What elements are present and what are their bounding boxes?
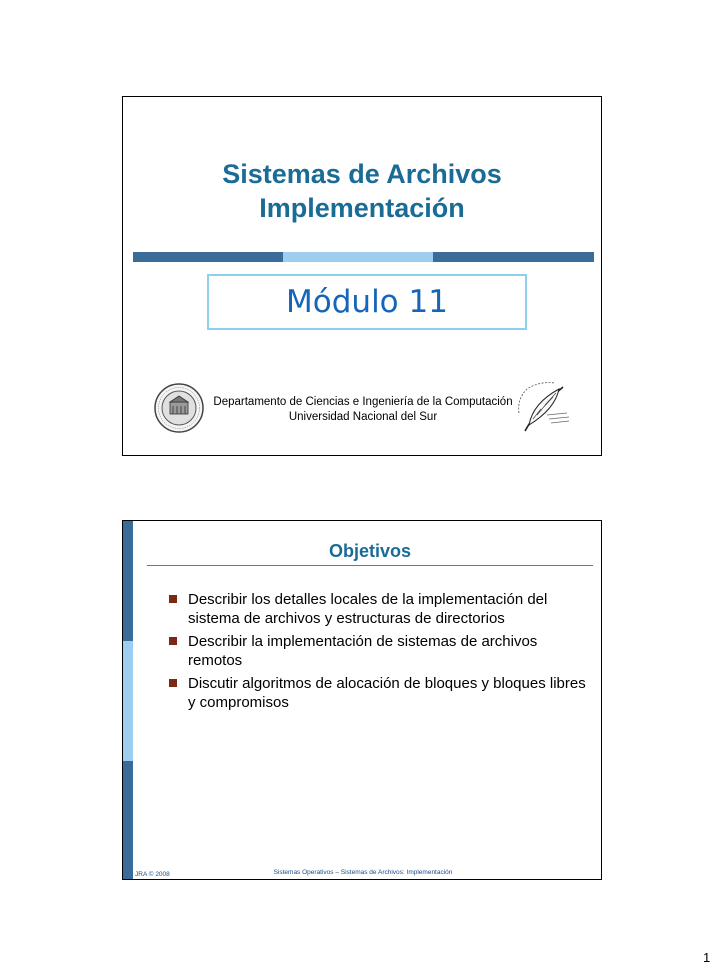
department-line: Departamento de Ciencias e Ingeniería de la Computación xyxy=(213,396,513,408)
bullet-square-icon xyxy=(169,595,177,603)
bullet-square-icon xyxy=(169,637,177,645)
bullet-square-icon xyxy=(169,679,177,687)
objectives-slide xyxy=(122,520,602,880)
objectives-title: Objetivos xyxy=(328,541,412,561)
title-line-1: Sistemas de Archivos xyxy=(222,159,502,189)
page-number: 1 xyxy=(703,950,711,965)
list-item xyxy=(169,674,589,712)
feather-logo-icon xyxy=(515,379,573,439)
footer-course: Sistemas Operativos – Sistemas de Archivos: Implementación xyxy=(273,869,453,876)
list-item xyxy=(169,632,589,670)
list-item xyxy=(169,590,589,628)
bullet-text: Discutir algoritmos de alocación de bloques y bloques libres y compromisos xyxy=(188,675,586,711)
sidebar-bar xyxy=(123,521,133,879)
module-box xyxy=(207,274,527,330)
title-line-2: Implementación xyxy=(259,193,465,223)
department-text xyxy=(193,395,533,425)
title-slide xyxy=(122,96,602,456)
decorative-bar xyxy=(133,252,594,262)
slide-title xyxy=(123,157,601,225)
title-rule xyxy=(147,565,593,566)
bullet-text: Describir la implementación de sistemas de archivos remotos xyxy=(188,633,538,669)
bullet-text: Describir los detalles locales de la implementación del sistema de archivos y estructuras de directorios xyxy=(188,591,548,627)
university-line: Universidad Nacional del Sur xyxy=(288,411,438,423)
footer-copyright: JRA © 2008 xyxy=(135,871,170,878)
objectives-list xyxy=(169,590,589,716)
module-label: Módulo 11 xyxy=(286,284,448,320)
